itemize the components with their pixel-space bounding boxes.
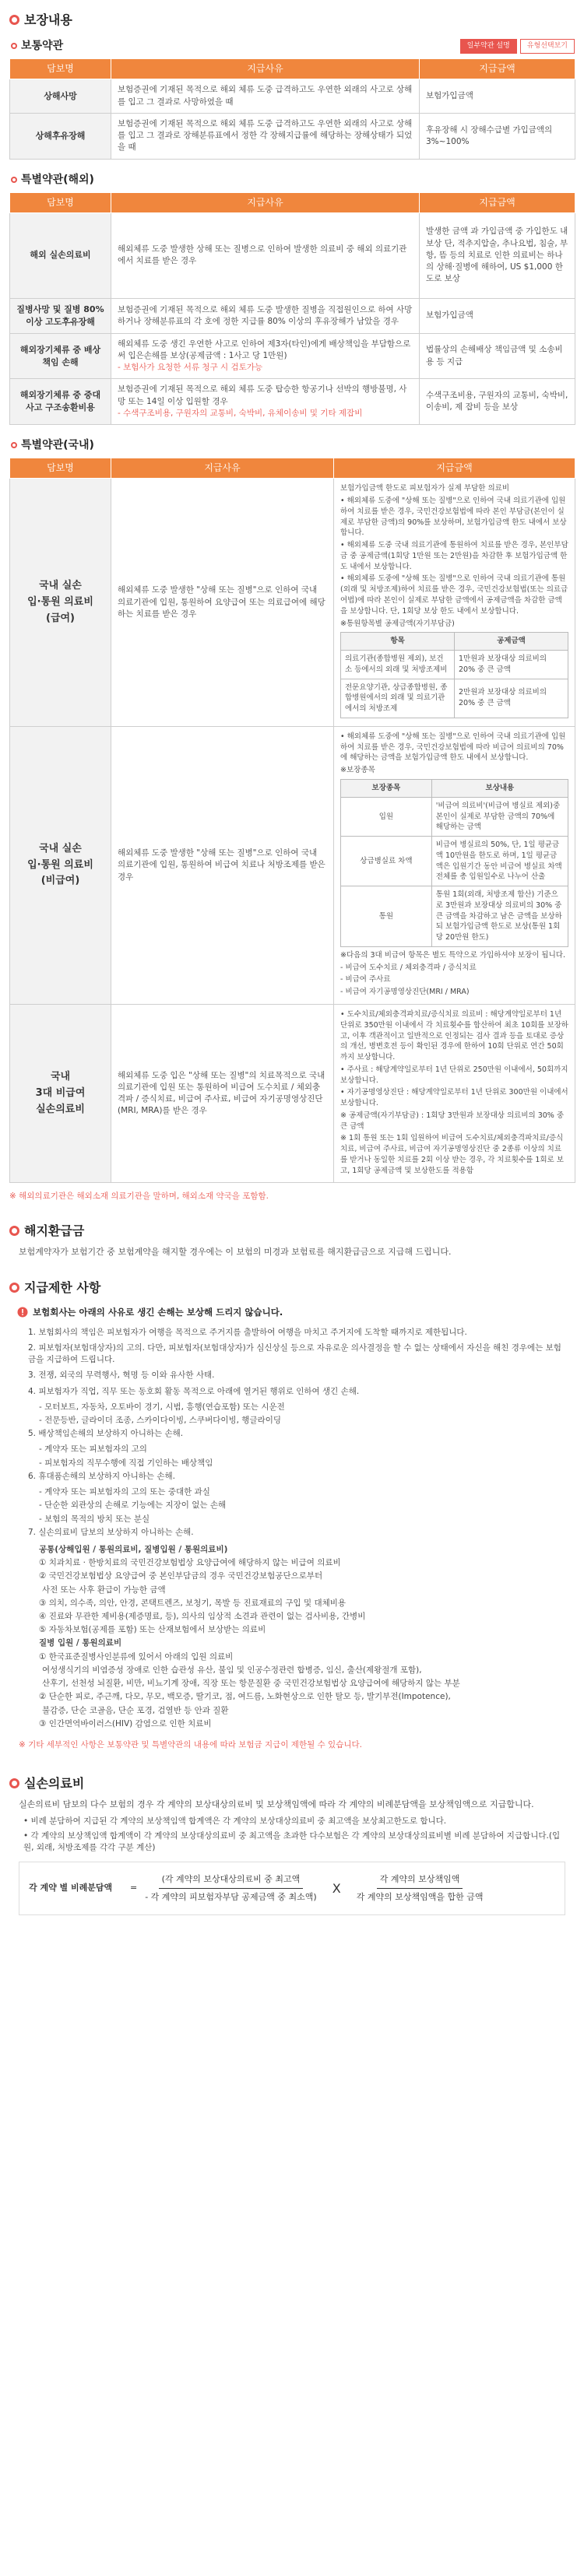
row-name: 상해사망 [10, 79, 111, 113]
formula-fraction-2: $\frac{\text{각 계약의 보상책임액}}{\text{각 계약의 보상책임액을 합한 금액}}$ [356, 1874, 484, 1902]
limit-notice: 보험회사는 아래의 사유로 생긴 손해는 보상해 드리지 않습니다. [0, 1301, 584, 1325]
row-name: 국내 실손 입·통원 의료비 (급여) [10, 479, 111, 727]
special-overseas-table [9, 192, 575, 425]
list-sub-item: - 피보험자의 직무수행에 직접 기인하는 배상책임 [39, 1458, 213, 1468]
row-name: 국내 실손 입·통원 의료비 (비급여) [10, 726, 111, 1004]
row-amount: 발생한 금액 과 가입금액 중 가입한도 내 보상 단, 적추지압술, 추나요법, 침술, 부항, 뜸 등의 치료로 인한 의료비는 하나의 상해·질병에 해하여, US $1,000 한도로 보상 [420, 212, 575, 298]
row-reason: 보험증권에 기재된 목적으로 해외 체류 도중 급격하고도 우연한 외래의 사고로 상해를 입고 그 결과로 장해분류표에서 정한 각 장해지급률에 해당하는 장해상태가 되었을 때 [111, 113, 420, 159]
special-overseas-title: 특별약관(해외) [11, 172, 94, 188]
table-row: 전문요양기관, 상급종합병원, 종합병원에서의 외래 및 의료기관에서의 처방조제 2만원과 보장대상 의료비의 20% 중 큰 금액 [341, 679, 568, 718]
reason-note: - 수색구조비용, 구원자의 교통비, 숙박비, 유체이송비 및 기타 제잡비 [118, 408, 363, 418]
table-header-row [10, 192, 575, 212]
list-item: • 각 계약의 보상책임액 합계액이 각 계약의 보상대상의료비 중 최고액을 초과한 다수보험은 각 계약의 보상대상의료비별 비례 분담하여 지급합니다.(입원, 외래, 처방조제를 각각 구분 계산) [23, 1830, 561, 1852]
limit-list-nb [0, 1542, 584, 1730]
special-domestic-table [9, 458, 575, 1183]
basic-terms-table [9, 58, 575, 159]
special-domestic-title: 특별약관(국내) [11, 437, 94, 453]
limit-section-title: 지급제한 사항 [0, 1268, 584, 1301]
list-sub-item: ② 단순한 피로, 주근깨, 다모, 무모, 백모증, 딸기코, 점, 여드름, 노화현상으로 인한 탈모 등, 발기부전(Impotence), [39, 1692, 451, 1702]
col-header-reason: 지급사유 [111, 192, 420, 212]
row-amount: 보험가입금액 [420, 79, 575, 113]
col-header-amount: 지급금액 [420, 192, 575, 212]
list-sub-item: - 단순한 외관상의 손해로 기능에는 지장이 없는 손해 [39, 1500, 227, 1511]
list-sub-item: ① 한국표준질병사인분류에 있어서 아래의 입원 의료비 [39, 1651, 234, 1662]
row-name: 질병사망 및 질병 80% 이상 고도후유장해 [10, 298, 111, 333]
ring-bullet-icon [9, 15, 19, 25]
list-sub-item: ③ 인간면역바이러스(HIV) 감염으로 인한 치료비 [39, 1718, 212, 1728]
col-header-reason: 지급사유 [111, 59, 420, 79]
row-amount: 수색구조비용, 구원자의 교통비, 숙박비, 이송비, 제 잡비 등을 보상 [420, 379, 575, 425]
list-sub-item: ③ 의치, 의수족, 의안, 안경, 콘택트렌즈, 보청기, 목발 등 진료재료의 구입 및 대체비용 [39, 1598, 347, 1608]
ring-bullet-icon [9, 1226, 19, 1236]
list-sub-item: - 모터보트, 자동차, 오토바이 경기, 시범, 흥행(연습포함) 또는 시운전 [39, 1402, 285, 1412]
row-reason: 보험증권에 기재된 목적으로 해외 체류 도중 발생한 질병을 직접원인으로 하여 사망하거나 장해분류표의 각 호에 정한 지급률 80% 이상의 후유장해가 남았을 경우 [111, 298, 420, 333]
row-reason: 해외체류 도중 발생한 "상해 또는 질병"으로 인하여 국내 의료기관에 입원, 통원하여 요양급여 또는 의료급여에 해당하는 치료를 받은 경우 [111, 479, 334, 727]
formula-fraction-1: $\frac{\text{(각 계약의 보상대상의료비 중 최고액}}{\text{- 각 계약의 피보험자부담 공제금액 중 최소액)}}$ [145, 1874, 317, 1902]
list-sub-item: - 계약자 또는 피보험자의 고의 또는 중대한 과실 [39, 1487, 210, 1497]
col-header-name: 담보명 [10, 59, 111, 79]
table-row [10, 1004, 575, 1182]
col-header-amount: 지급금액 [334, 458, 575, 479]
table-row [10, 379, 575, 425]
limit-list [0, 1325, 584, 1539]
list-sub-item: ④ 진료와 무관한 제비용(제증명료, 등), 의사의 임상적 소견과 관련이 없는 검사비용, 간병비 [39, 1612, 366, 1622]
refund-body: 보험계약자가 보험기간 중 보험계약을 해지할 경우에는 이 보험의 미경과 보험료를 해지환급금으로 지급해 드립니다. [19, 1246, 452, 1257]
row-reason: 보험증권에 기재된 목적으로 해외 체류 도중 급격하고도 우연한 외래의 사고로 상해를 입고 그 결과로 사망하였을 때 [111, 79, 420, 113]
list-item: 6. 휴대품손해의 보상하지 아니하는 손해. [28, 1471, 175, 1481]
ratio-formula [19, 1862, 565, 1915]
list-item: • 비례 분담하여 지급된 각 계약의 보상책임액 합계액은 각 계약의 보상대상의료비 중 최고액을 보상최고한도로 합니다. [23, 1816, 447, 1827]
list-item: 5. 배상책임손해의 보상하지 아니하는 손해. [28, 1429, 184, 1439]
actual-bullets [0, 1814, 584, 1854]
list-sub-item: ① 치과치료 · 한방치료의 국민건강보험법상 요양급여에 해당하지 않는 비급여 의료비 [39, 1558, 341, 1568]
row-amount: • 해외체류 도중에 "상해 또는 질병"으로 인하여 국내 의료기관에 입원하여 치료를 받은 경우, 국민건강보험법에 따라 비급여 의료비의 70%에 해당하는 금액을 보험가입금액 한도 내에서 보상합니다. ※보장종목 보장종목 보상내용 입원 '비급여 의료비'(비급여 병실료 제외)중 본인이 실제로 부담한 금액의 70%에 해당하는 금액 상급병실료 차액 비급여 병실료의 50%, 단, 1일 평균금액 10만원을 한도로 하며, 1일 평균금액은 입원기간 동안 비급여 병실료 차액 전체를 총 입원일수로 나누어 산출 통원 통원 1회(외래, 처방조제 합산) 기준으로 3만원과 보장대상 의료비의 30% 중 큰 금액을 차감하고 남은 금액을 보상하되 보험가입금액 한도로 보상(통원 1회당 20만원 한도) ※다음의 3대 비급여 항목은 별도 특약으로 가입하셔야 보장이 됩니다. - 비급여 도수치료 / 체외충격파 / 증식치료 - 비급여 주사료 - 비급여 자기공명영상진단(MRI / MRA) [334, 726, 575, 1004]
list-sub-item: 공통(상해입원 / 통원의료비, 질병입원 / 통원의료비) [39, 1544, 228, 1554]
actual-intro: 실손의료비 담보의 다수 보험의 경우 각 계약의 보상대상의료비 및 보상책임액에 따라 각 계약의 비례분담액을 보상책임액으로 지급합니다. [19, 1799, 534, 1810]
tab-terms-explain[interactable]: 일부약관 설명 [460, 39, 517, 54]
row-reason: 해외체류 도중 발생한 상해 또는 질병으로 인하여 발생한 의료비 중 해외 의료기관에서 치료를 받은 경우 [111, 212, 420, 298]
col-header-amount: 지급금액 [420, 59, 575, 79]
list-item: 2. 피보험자(보험대상자)의 고의. 다만, 피보험자(보험대상자)가 심신상실 등으로 자유로운 의사결정을 할 수 없는 상태에서 자신을 해친 경우에는 보험금을 지급하여 드립니다. [28, 1342, 561, 1365]
ring-bullet-icon [9, 1778, 19, 1788]
row-amount: • 도수치료/체외충격파치료/증식치료 의료비 : 해당계약일로부터 1년 단위로 350만원 이내에서 각 치료횟수를 합산하여 최초 10회를 보장하고, 이후 객관적이고 일반적으로 인정되는 검사 결과 등을 토대로 증상의 개선, 병변호전 등이 확인된 경우에 한하여 10회 단위로 연간 50회까지 보상합니다. • 주사료 : 해당계약일로부터 1년 단위로 250만원 이내에서, 50회까지 보상합니다. • 자기공명영상진단 : 해당계약일로부터 1년 단위로 300만원 이내에서 보상합니다. ※ 공제금액(자기부담금) : 1회당 3만원과 보장대상 의료비의 30% 중 큰 금액 ※ 1회 통원 또는 1회 입원하여 비급여 도수치료/체외충격파치료/증식치료, 비급여 주사료, 비급여 자기공명영상진단 중 2종류 이상의 치료를 받거나 동일한 치료를 2회 이상 받는 경우, 각 치료횟수를 1회로 보고, 1회당 공제금액 및 보상한도를 적용함 [334, 1004, 575, 1182]
list-sub-item: 산후기, 선천성 뇌질환, 비만, 비뇨기계 장애, 직장 또는 항문질환 중 국민건강보험법상 요양급여에 해당하지 않는 부분 [42, 1679, 460, 1689]
refund-section-title: 해지환급금 [0, 1211, 584, 1244]
list-sub-item: - 보험의 목적의 방치 또는 분실 [39, 1514, 150, 1524]
table-row: 의료기관(종합병원 제외), 보건소 등에서의 외래 및 처방조제비 1만원과 보장대상 의료비의 20% 중 큰 금액 [341, 651, 568, 679]
row-name: 국내 3대 비급여 실손의료비 [10, 1004, 111, 1182]
formula-times: X [332, 1880, 341, 1896]
list-sub-item: - 전문등반, 글라이더 조종, 스카이다이빙, 스쿠버다이빙, 행글라이딩 [39, 1415, 282, 1425]
list-sub-item: - 계약자 또는 피보험자의 고의 [39, 1444, 147, 1455]
dot-bullet-icon [11, 43, 17, 49]
row-reason [111, 333, 420, 379]
reason-text: 해외체류 도중 생긴 우연한 사고로 인하여 제3자(타인)에게 배상책임을 부담함으로써 입은손해를 보상(공제금액 : 1사고 당 1만원) [118, 339, 411, 360]
col-header-reason: 지급사유 [111, 458, 334, 479]
coverage-section-title [0, 0, 584, 33]
col-header-name: 담보명 [10, 458, 111, 479]
table-row: 통원 통원 1회(외래, 처방조제 합산) 기준으로 3만원과 보장대상 의료비의 30% 중 큰 금액을 차감하고 남은 금액을 보상하되 보험가입금액 한도로 보상(통원 1회당 20만원 한도) [341, 886, 568, 947]
dot-bullet-icon [11, 177, 17, 183]
table-row [10, 726, 575, 1004]
table-row [10, 79, 575, 113]
row-name: 해외 실손의료비 [10, 212, 111, 298]
col-header-name: 담보명 [10, 192, 111, 212]
list-item: 1. 보험회사의 책임은 피보험자가 여행을 목적으로 주거지를 출발하여 여행을 마치고 주거지에 도착할 때까지로 제한됩니다. [28, 1327, 467, 1337]
ring-bullet-icon [9, 1283, 19, 1293]
row-name: 상해후유장해 [10, 113, 111, 159]
table-row [10, 333, 575, 379]
coverage-type-table: 보장종목 보상내용 입원 '비급여 의료비'(비급여 병실료 제외)중 본인이 실제로 부담한 금액의 70%에 해당하는 금액 상급병실료 차액 비급여 병실료의 50%, 단, 1일 평균금액 10만원을 한도로 하며, 1일 평균금액은 입원기간 동안 비급여 병실료 차액 전체를 총 입원일수로 나누어 산출 통원 통원 1회(외래, 처방조제 합산) 기준으로 3만원과 보장대상 의료비의 30% 중 큰 금액을 차감하고 남은 금액을 보상하되 보험가입금액 한도로 보상(통원 1회당 20만원 한도) [340, 779, 568, 947]
table-row: 입원 '비급여 의료비'(비급여 병실료 제외)중 본인이 실제로 부담한 금액의 70%에 해당하는 금액 [341, 797, 568, 836]
coverage-title-text: 보장내용 [24, 12, 72, 27]
basic-terms-tabs [460, 39, 575, 54]
reason-text: 보험증권에 기재된 목적으로 해외 체류 도중 탑승한 항공기나 선박의 행방불명, 사망 또는 14일 이상 입원할 경우 [118, 384, 407, 406]
row-amount: 후유장해 시 장해수급별 가입금액의 3%~100% [420, 113, 575, 159]
tab-type-select[interactable]: 유형선택보기 [520, 39, 575, 54]
row-reason: 해외체류 도중 입은 "상해 또는 질병"의 치료목적으로 국내 의료기관에 입원 또는 통원하여 비급여 도수치료 / 체외충격파 / 증식치료, 비급여 주사료, 비급여 자기공명영상진단(MRI, MRA)를 받은 경우 [111, 1004, 334, 1182]
dot-bullet-icon [11, 442, 17, 448]
list-sub-item: 사전 또는 사후 환급이 가능한 금액 [42, 1585, 166, 1595]
list-sub-item: 불감증, 단순 코골음, 단순 포경, 검열반 등 안과 질환 [42, 1705, 229, 1715]
table-row [10, 298, 575, 333]
formula-label: 각 계약 별 비례분담액 [29, 1883, 113, 1893]
deductible-table: 항목 공제금액 의료기관(종합병원 제외), 보건소 등에서의 외래 및 처방조제비 1만원과 보장대상 의료비의 20% 중 큰 금액 전문요양기관, 상급종합병원, 종합병원에서의 외래 및 의료기관에서의 처방조제 2만원과 보장대상 의료비의 20% 중 큰 금액 [340, 632, 568, 718]
table-row [10, 212, 575, 298]
list-item: 4. 피보험자가 직업, 직무 또는 동호회 활동 목적으로 아래에 열거된 행위로 인하여 생긴 손해. [28, 1386, 360, 1396]
row-name: 해외장기체류 중 배상책임 손해 [10, 333, 111, 379]
overseas-footnote: ※ 해외의료기관은 해외소재 의료기관을 말하며, 해외소재 약국을 포함함. [9, 1191, 269, 1202]
list-item: 3. 전쟁, 외국의 무력행사, 혁명 등 이와 유사한 사태. [28, 1370, 215, 1381]
row-amount: 보험가입금액 한도로 피보험자가 실제 부담한 의료비 • 해외체류 도중에 "상해 또는 질병"으로 인하여 국내 의료기관에 입원하여 치료를 받은 경우, 국민건강보험법에 따라 본인 부담금(본인이 실제로 부담한 금액)의 90%를 보상하며, 보험가입금액 한도 내에서 보상합니다. • 해외체류 도중 국내 의료기관에 통원하여 치료를 받은 경우, 본인부담금 중 공제금액(1회당 1만원 또는 2만원)을 차감한 후 보험가입금액 한도 내에서 보상합니다. • 해외체류 도중에 "상해 또는 질병"으로 인하여 국내 의료기관에 통원(외래 및 처방조제)하여 치료를 받은 경우, 국민건강보험법(또는 의료급여법)에 따라 본인이 실제로 부담한 금액에서 공제금액을 차감한 금액을 보상합니다. 단, 1회당 보상 한도 내에서 보상합니다. ※통원항목별 공제금액(자기부담금) 항목 공제금액 의료기관(종합병원 제외), 보건소 등에서의 외래 및 처방조제비 1만원과 보장대상 의료비의 20% 중 큰 금액 전문요양기관, 상급종합병원, 종합병원에서의 외래 및 의료기관에서의 처방조제 2만원과 보장대상 의료비의 20% 중 큰 금액 [334, 479, 575, 727]
formula-equals: = [130, 1883, 138, 1893]
list-item: 7. 실손의료비 담보의 보상하지 아니하는 손해. [28, 1527, 194, 1537]
list-sub-item: ② 국민건강보험법상 요양급여 중 본인부담금의 경우 국민건강보험공단으로부터 [39, 1571, 323, 1581]
row-amount: 보험가입금액 [420, 298, 575, 333]
list-sub-item: 여성생식기의 비염증성 장애로 인한 습관성 유산, 불임 및 인공수정관련 합병증, 임신, 출산(제왕절개 포함), [42, 1665, 422, 1675]
row-amount: 법률상의 손해배상 책임금액 및 소송비용 등 지급 [420, 333, 575, 379]
basic-terms-title: 보통약관 [11, 38, 63, 54]
warning-icon [17, 1307, 28, 1318]
table-header-row [10, 458, 575, 479]
row-reason: 해외체류 도중 발생한 "상해 또는 질병"으로 인하여 국내 의료기관에 입원, 통원하여 비급여 치료나 처방조제를 받은 경우 [111, 726, 334, 1004]
actual-section-title: 실손의료비 [0, 1764, 584, 1797]
list-sub-item: 질병 입원 / 통원의료비 [39, 1638, 122, 1648]
row-reason [111, 379, 420, 425]
table-row [10, 113, 575, 159]
row-name: 해외장기체류 중 중대사고 구조송환비용 [10, 379, 111, 425]
table-header-row [10, 59, 575, 79]
limit-footnote: ※ 기타 세부적인 사항은 보통약관 및 특별약관의 내용에 따라 보험금 지급이 제한될 수 있습니다. [19, 1740, 362, 1750]
table-row [10, 479, 575, 727]
list-sub-item: ⑤ 자동차보험(공제를 포함) 또는 산재보험에서 보상받는 의료비 [39, 1625, 266, 1635]
table-row: 상급병실료 차액 비급여 병실료의 50%, 단, 1일 평균금액 10만원을 한도로 하며, 1일 평균금액은 입원기간 동안 비급여 병실료 차액 전체를 총 입원일수로 나누어 산출 [341, 837, 568, 886]
reason-note: - 보험사가 요청한 서류 청구 시 검토가능 [118, 363, 263, 373]
